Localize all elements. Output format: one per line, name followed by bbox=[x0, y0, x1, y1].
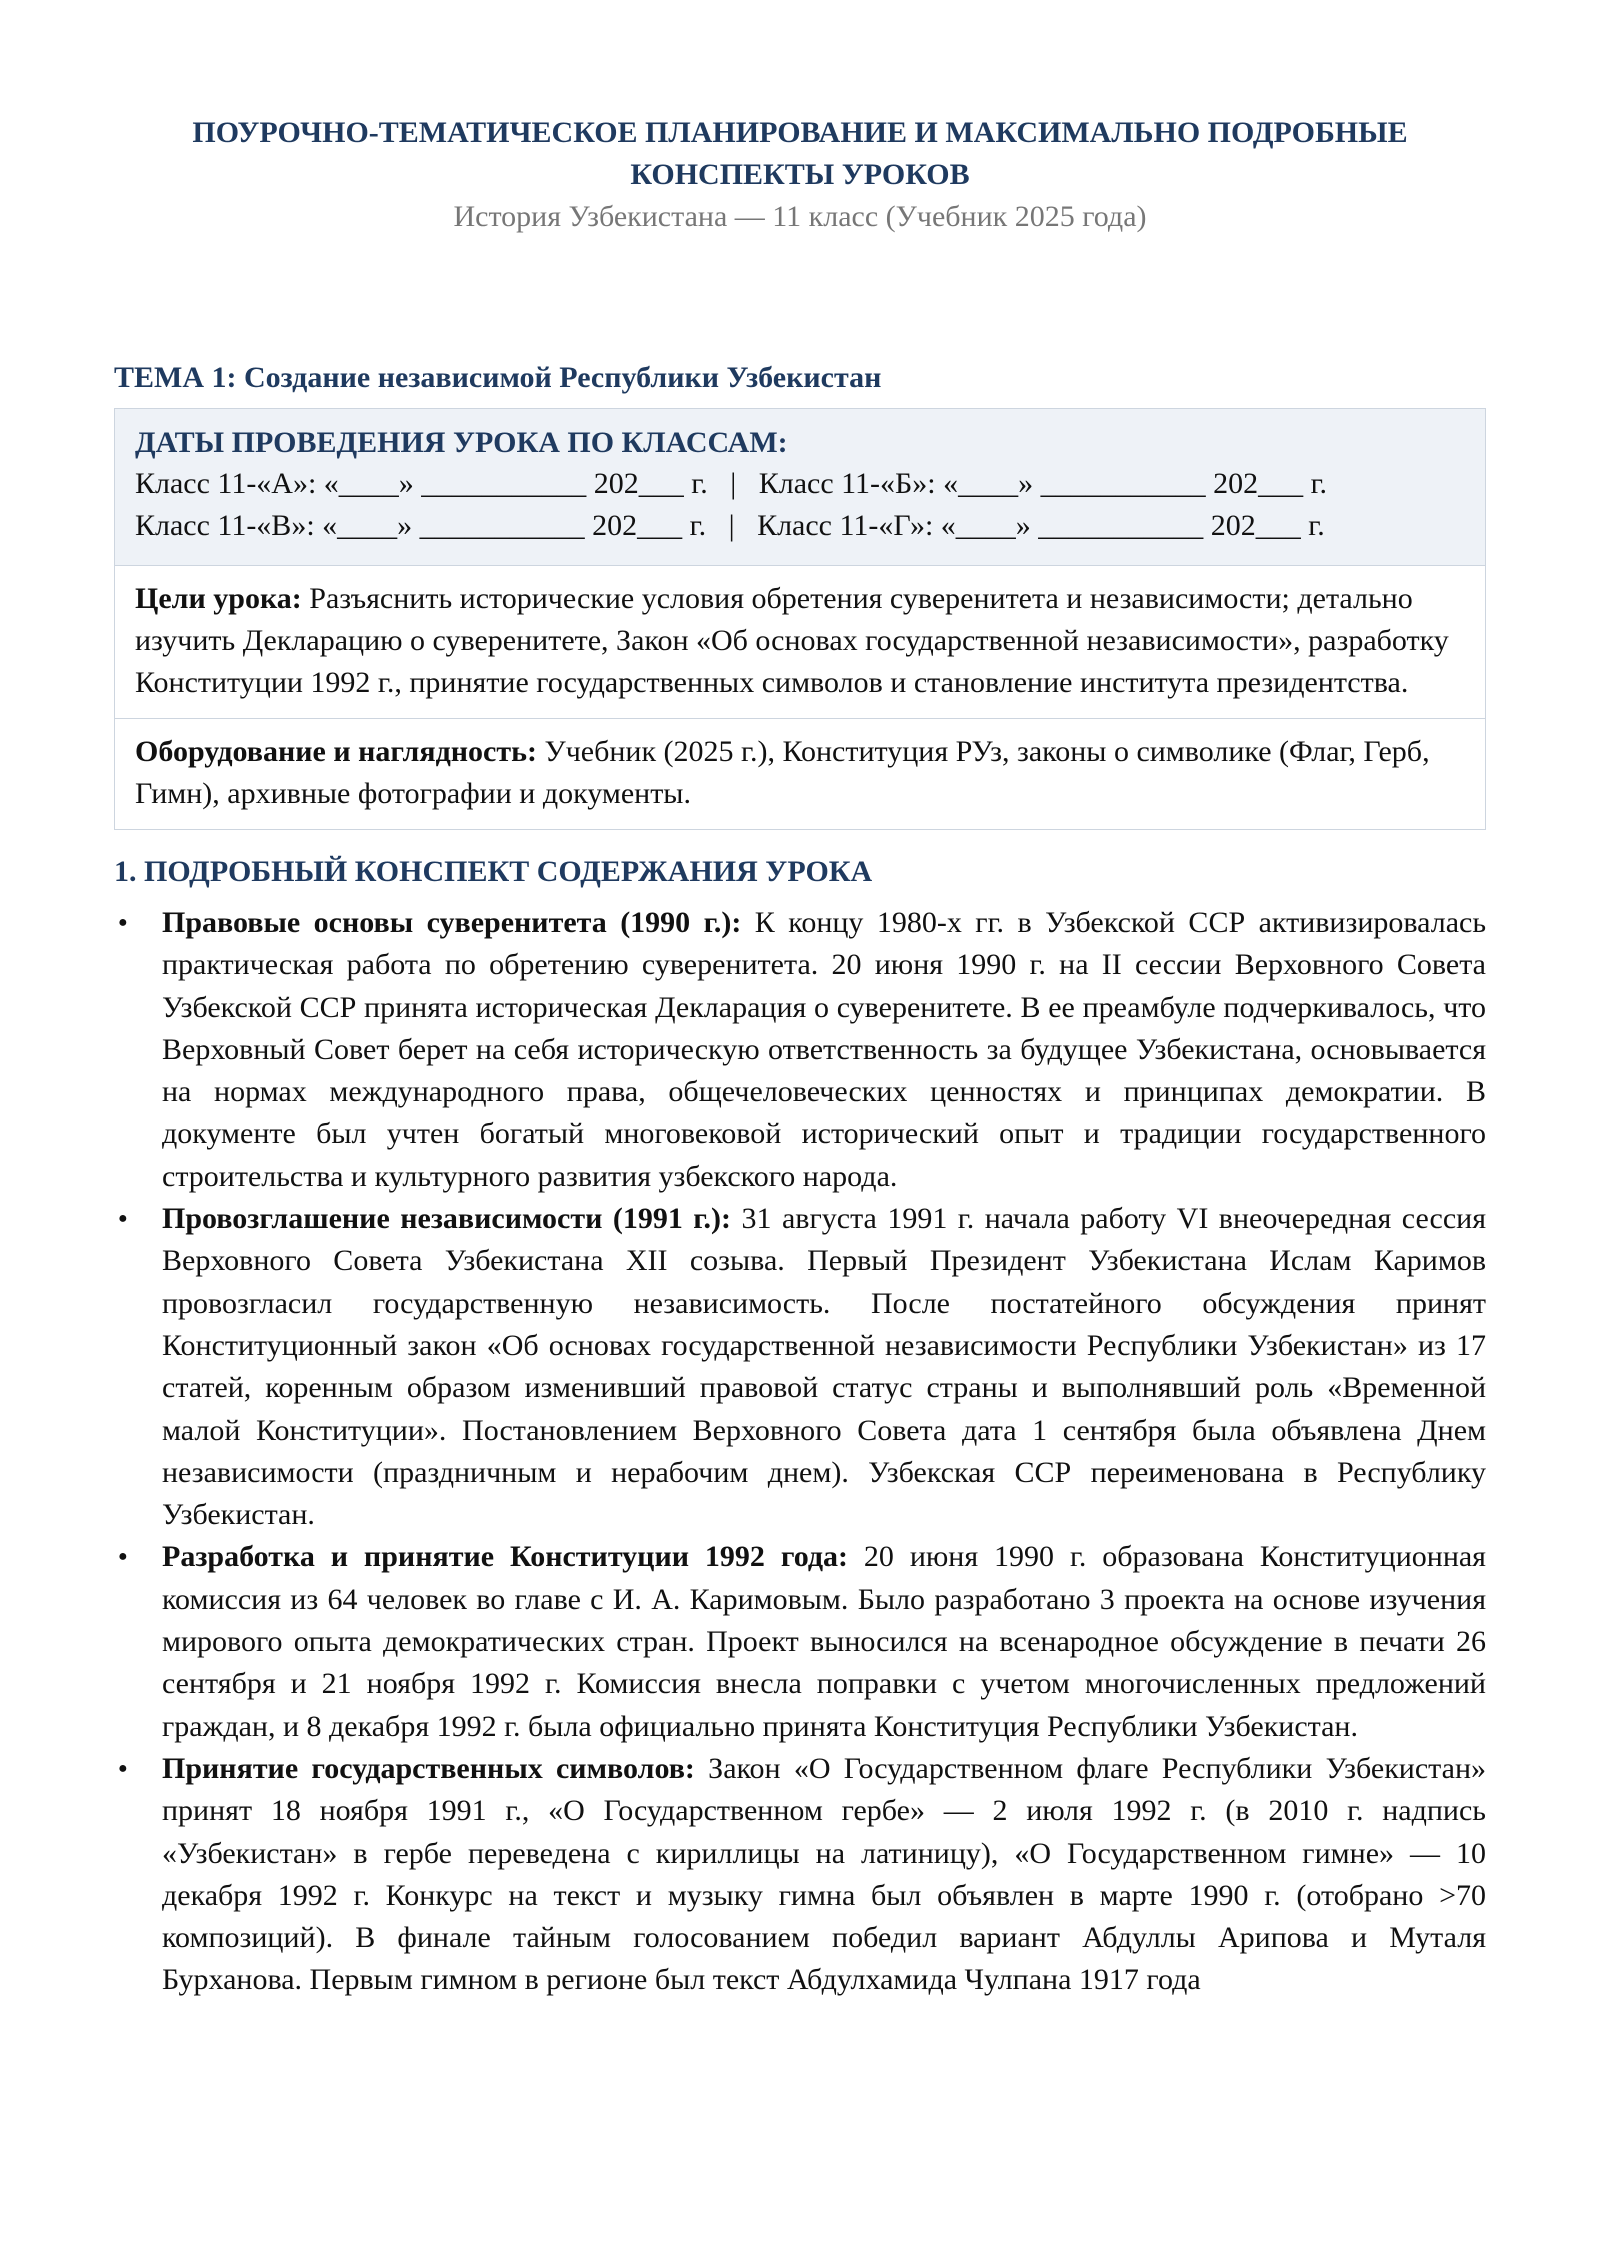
title-line-2: КОНСПЕКТЫ УРОКОВ bbox=[630, 158, 970, 191]
item-text: 20 июня 1990 г. образована Конституционная комиссия из 64 человек во главе с И. А. Каримовым. Было разработано 3 проекта на основе изучения мирового опыта демократических стран. Проект выносился на всенародное обсуждение в печати 26 сентября и 21 ноября 1992 г. Комиссия внесла поправки с учетом многочисленных предложений граждан, и 8 декабря 1992 г. была официально принята Конституция Республики Узбекистан. bbox=[162, 1540, 1486, 1743]
list-item bbox=[114, 1536, 1486, 1747]
document-title bbox=[114, 112, 1486, 196]
list-item bbox=[114, 902, 1486, 1198]
item-title: Правовые основы суверенитета (1990 г.): bbox=[162, 906, 742, 939]
list-item bbox=[114, 1748, 1486, 2002]
item-text: 31 августа 1991 г. начала работу VI внеочередная сессия Верховного Совета Узбекистана XII созыва. Первый Президент Узбекистана Ислам Каримов провозгласил государственную независимость. После постатейного обсуждения принят Конституционный закон «Об основах государственной независимости Республики Узбекистан» из 17 статей, коренным образом изменивший правовой статус страны и выполнявший роль «Временной малой Конституции». Постановлением Верховного Совета дата 1 сентября была объявлена Днем независимости (праздничным и нерабочим днем). Узбекская ССР переименована в Республику Узбекистан. bbox=[162, 1202, 1486, 1532]
lesson-info-box bbox=[114, 408, 1486, 830]
item-text: Закон «О Государственном флаге Республики Узбекистан» принят 18 ноября 1991 г., «О Государственном гербе» — 2 июля 1992 г. (в 2010 г. надпись «Узбекистан» в гербе переведена с кириллицы на латиницу), «О Государственном гимне» — 10 декабря 1992 г. Конкурс на текст и музыку гимна был объявлен в марте 1990 г. (отобрано >70 композиций). В финале тайным голосованием победил вариант Абдуллы Арипова и Муталя Бурханова. Первым гимном в регионе был текст Абдулхамида Чулпана 1917 года bbox=[162, 1751, 1486, 1997]
document-subtitle: История Узбекистана — 11 класс (Учебник 2025 года) bbox=[453, 200, 1147, 233]
equipment-text: Учебник (2025 г.), Конституция РУз, законы о символике (Флаг, Герб, Гимн), архивные фотографии и документы. bbox=[135, 735, 1430, 810]
title-line-1: ПОУРОЧНО-ТЕМАТИЧЕСКОЕ ПЛАНИРОВАНИЕ И МАКСИМАЛЬНО ПОДРОБНЫЕ bbox=[192, 116, 1408, 149]
dates-row-1: Класс 11-«А»: «____» ___________ 202___ г. | Класс 11-«Б»: «____» ___________ 202___ г. bbox=[135, 467, 1328, 500]
item-title: Провозглашение независимости (1991 г.): bbox=[162, 1202, 732, 1236]
goals-label: Цели урока: bbox=[135, 582, 302, 615]
goals-text: Разъяснить исторические условия обретения суверенитета и независимости; детально изучить Декларацию о суверенитете, Закон «Об основах государственной независимости», разработку Конституции 1992 г., принятие государственных символов и становление института президентства. bbox=[135, 582, 1449, 699]
item-title: Разработка и принятие Конституции 1992 года: bbox=[162, 1540, 849, 1574]
topic-heading: ТЕМА 1: Создание независимой Республики Узбекистан bbox=[114, 361, 882, 394]
list-item bbox=[114, 1198, 1486, 1536]
item-text: К концу 1980-х гг. в Узбекской ССР активизировалась практическая работа по обретению суверенитета. 20 июня 1990 г. на II сессии Верховного Совета Узбекской ССР принята историческая Декларация о суверенитете. В ее преамбуле подчеркивалось, что Верховный Совет берет на себя историческую ответственность за будущее Узбекистана, основывается на нормах международного права, общечеловеческих ценностях и принципах демократии. В документе был учтен богатый многовековой исторический опыт и традиции государственного строительства и культурного развития узбекского народа. bbox=[162, 906, 1487, 1193]
lesson-equipment bbox=[115, 718, 1485, 829]
section-heading: 1. ПОДРОБНЫЙ КОНСПЕКТ СОДЕРЖАНИЯ УРОКА bbox=[114, 855, 873, 888]
content-list bbox=[114, 902, 1486, 2002]
equipment-label: Оборудование и наглядность: bbox=[135, 735, 537, 768]
item-title: Принятие государственных символов: bbox=[162, 1751, 695, 1785]
dates-title: ДАТЫ ПРОВЕДЕНИЯ УРОКА ПО КЛАССАМ: bbox=[135, 426, 788, 459]
dates-section bbox=[115, 409, 1485, 566]
lesson-goals bbox=[115, 566, 1485, 718]
dates-row-2: Класс 11-«В»: «____» ___________ 202___ г. | Класс 11-«Г»: «____» ___________ 202___ г. bbox=[135, 509, 1325, 542]
